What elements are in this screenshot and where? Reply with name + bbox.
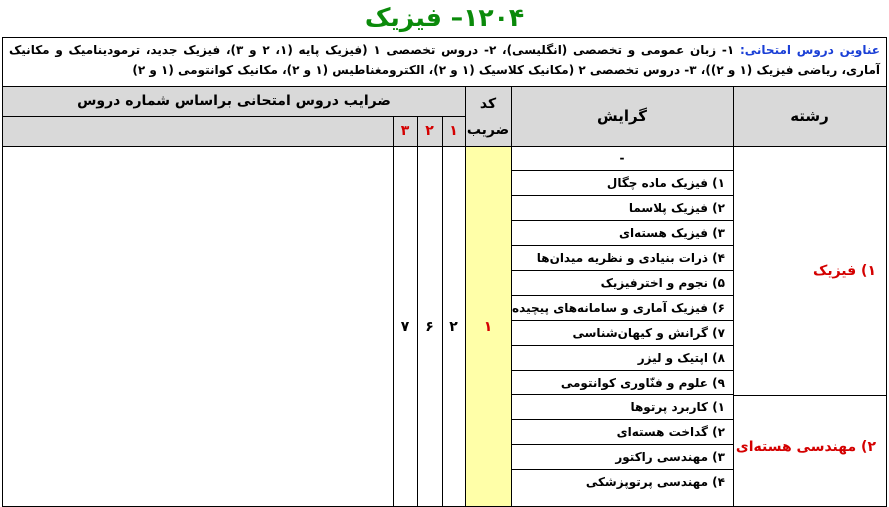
- coefficient-code: ۱: [483, 319, 493, 335]
- branch-row: ۲) فیزیک پلاسما: [511, 196, 733, 221]
- branch-row: ۱) کاربرد پرتوها: [511, 395, 733, 420]
- course-number-3: ۳: [400, 123, 410, 139]
- branch-row: ۵) نجوم و اخترفیزیک: [511, 271, 733, 296]
- subjects-text: ۱- زبان عمومی و تخصصی (انگلیسی)، ۲- دروس تخصصی ۱ (فیزیک پایه (۱، ۲ و ۳)، فیزیک جدید، ترمودینامیک و مکانیک آماری، ریاضی فیزیک (۱ و ۲))، ۳- دروس تخصصی ۲ (مکانیک کلاسیک (۱ و ۲)، الکترومغناطیس (۱ و ۲)، مکانیک کوانتومی (۱ و ۲): [9, 43, 880, 77]
- field-nuclear-engineering: ۲) مهندسی هسته‌ای: [735, 439, 876, 455]
- col-branch-header: گرایش: [596, 107, 648, 125]
- branch-row: ۴) مهندسی پرتوپزشکی: [585, 475, 725, 489]
- exam-subjects-header: [3, 38, 886, 86]
- branch-row: ۱) فیزیک ماده چگال: [511, 171, 733, 196]
- coefficient-course-1: ۲: [449, 319, 458, 335]
- col-field-header: رشته: [790, 107, 829, 125]
- branch-row: ۳) مهندسی راکتور: [511, 445, 733, 470]
- branch-row: ۲) گداخت هسته‌ای: [511, 420, 733, 445]
- branch-row: ۸) اپتیک و لیزر: [511, 346, 733, 371]
- branch-row: ۳) فیزیک هسته‌ای: [511, 221, 733, 246]
- col-code-header: کد ضریب: [466, 96, 510, 138]
- course-table: [2, 37, 887, 507]
- coefficient-course-3: ۷: [400, 319, 410, 335]
- grid-line: [3, 116, 465, 117]
- field-physics: ۱) فیزیک: [812, 262, 876, 279]
- course-number-1: ۱: [449, 123, 458, 139]
- branch-row: ۷) گرانش و کیهان‌شناسی: [511, 321, 733, 346]
- branch-row: ۹) علوم و فنّاوری کوانتومی: [511, 371, 733, 395]
- course-number-2: ۲: [425, 123, 434, 139]
- coefficient-course-2: ۶: [425, 319, 434, 335]
- branch-row: ۶) فیزیک آماری و سامانه‌های پیچیده: [511, 296, 733, 321]
- grid-line: [3, 86, 886, 87]
- subjects-label: عناوین دروس امتحانی:: [739, 43, 880, 57]
- branch-row: ۴) ذرات بنیادی و نظریه میدان‌ها: [511, 246, 733, 271]
- branch-row: -: [511, 146, 733, 171]
- col-coeffs-header: ضرایب دروس امتحانی براساس شماره دروس: [77, 93, 391, 109]
- page-title: ۱۲۰۴– فیزیک: [364, 3, 525, 32]
